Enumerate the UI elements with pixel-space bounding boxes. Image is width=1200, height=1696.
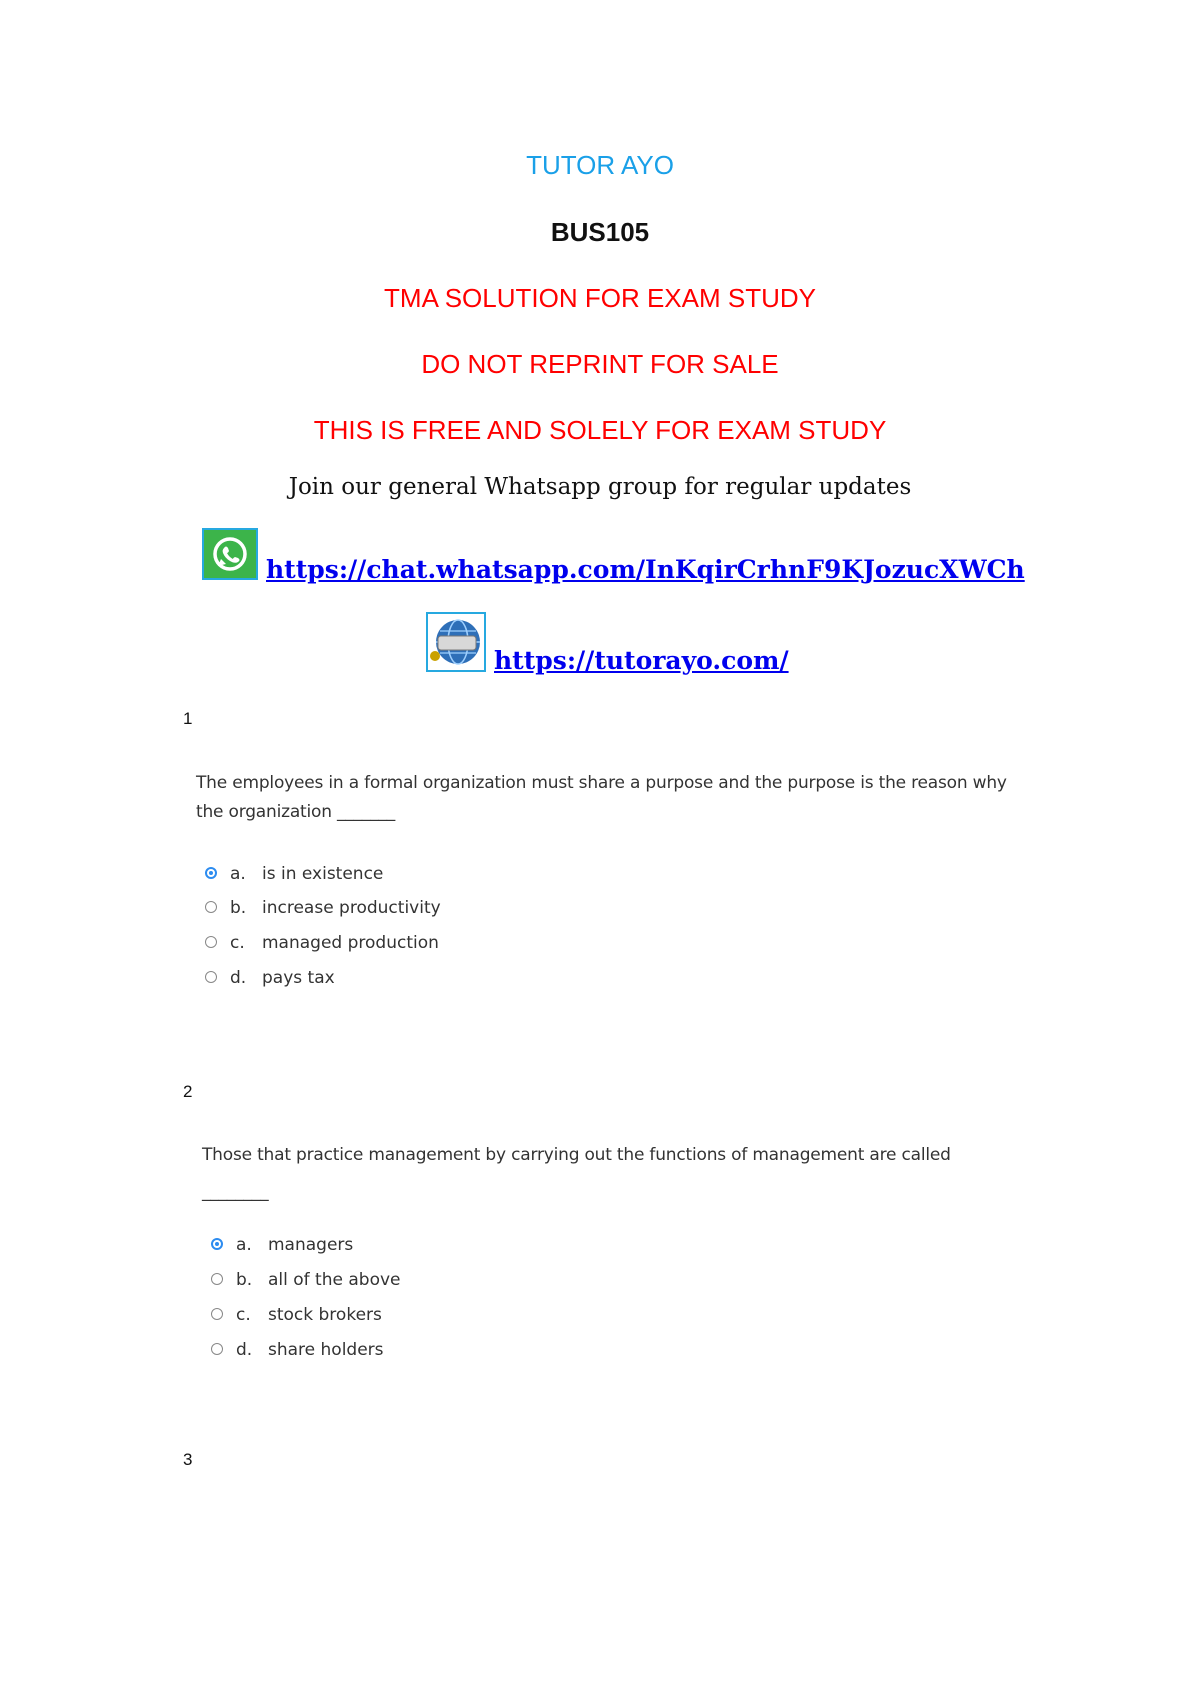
option-text: all of the above bbox=[268, 1270, 401, 1290]
radio-button[interactable] bbox=[211, 1273, 223, 1285]
radio-button-selected[interactable] bbox=[211, 1238, 223, 1250]
question-text bbox=[202, 1137, 951, 1211]
question-text-line: ________ bbox=[202, 1182, 269, 1202]
question-text bbox=[196, 769, 1007, 827]
option-text: pays tax bbox=[262, 968, 335, 988]
join-group-text: Join our general Whatsapp group for regular updates bbox=[288, 474, 912, 500]
radio-button[interactable] bbox=[211, 1343, 223, 1355]
question-number: 2 bbox=[183, 1082, 193, 1101]
option-letter: d. bbox=[236, 1340, 253, 1360]
option-letter: d. bbox=[230, 968, 247, 988]
notice-tma-solution: TMA SOLUTION FOR EXAM STUDY bbox=[384, 283, 816, 313]
notice-free-study: THIS IS FREE AND SOLELY FOR EXAM STUDY bbox=[313, 415, 887, 445]
whatsapp-group-link[interactable]: https://chat.whatsapp.com/InKqirCrhnF9KJozucXWCh bbox=[266, 555, 1025, 584]
whatsapp-icon bbox=[202, 528, 258, 580]
www-globe-icon bbox=[426, 612, 486, 672]
question-number: 3 bbox=[183, 1450, 193, 1469]
radio-button[interactable] bbox=[205, 901, 217, 913]
option-letter: a. bbox=[230, 864, 246, 884]
radio-button[interactable] bbox=[211, 1308, 223, 1320]
option-letter: b. bbox=[236, 1270, 253, 1290]
option-letter: a. bbox=[236, 1235, 252, 1255]
question-text-line: The employees in a formal organization must share a purpose and the purpose is the reason why bbox=[196, 773, 1007, 793]
question-text-line: Those that practice management by carrying out the functions of management are called bbox=[202, 1145, 951, 1165]
option-text: managed production bbox=[262, 933, 439, 953]
radio-button[interactable] bbox=[205, 936, 217, 948]
radio-button[interactable] bbox=[205, 971, 217, 983]
course-code: BUS105 bbox=[550, 217, 650, 247]
option-text: share holders bbox=[268, 1340, 384, 1360]
brand-title: TUTOR AYO bbox=[526, 150, 674, 180]
question-text-line: the organization _______ bbox=[196, 802, 396, 822]
option-text: increase productivity bbox=[262, 898, 441, 918]
option-letter: c. bbox=[230, 933, 245, 953]
radio-button-selected[interactable] bbox=[205, 867, 217, 879]
option-text: managers bbox=[268, 1235, 354, 1255]
option-text: stock brokers bbox=[268, 1305, 382, 1325]
notice-do-not-reprint: DO NOT REPRINT FOR SALE bbox=[421, 349, 779, 379]
option-text: is in existence bbox=[262, 864, 384, 884]
option-letter: b. bbox=[230, 898, 247, 918]
option-letter: c. bbox=[236, 1305, 251, 1325]
website-link[interactable]: https://tutorayo.com/ bbox=[494, 646, 789, 675]
question-number: 1 bbox=[183, 709, 193, 728]
